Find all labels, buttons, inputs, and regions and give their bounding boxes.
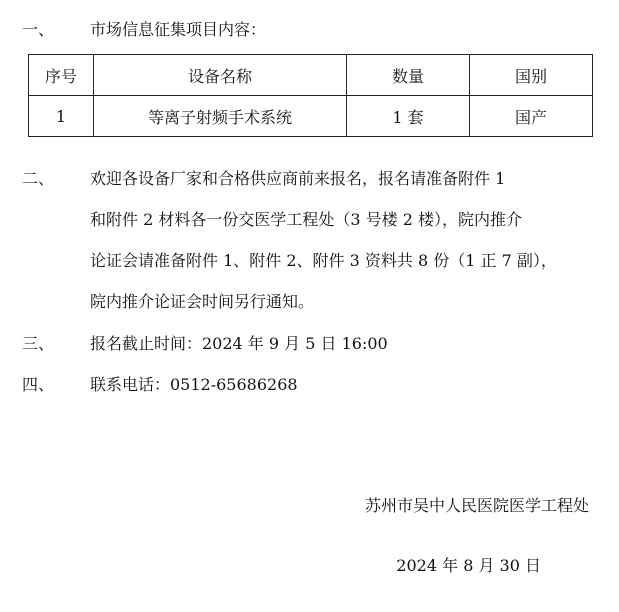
section-1-title: 市场信息征集项目内容： — [90, 20, 267, 39]
cell-equipment-name: 等离子射频手术系统 — [94, 96, 347, 137]
section-2-line-3: 论证会请准备附件 1、附件 2、附件 3 资料共 8 份（1 正 7 副）， — [90, 251, 557, 270]
cell-country: 国产 — [470, 96, 593, 137]
table-header-row — [29, 55, 593, 96]
section-1-number: 一、 — [22, 20, 55, 39]
header-serial-number: 序号 — [29, 55, 94, 96]
section-4-number: 四、 — [22, 375, 55, 394]
cell-serial-number: 1 — [29, 96, 94, 137]
section-3-number: 三、 — [22, 334, 55, 353]
equipment-table — [28, 54, 593, 137]
signature-date: 2024 年 8 月 30 日 — [396, 556, 541, 575]
header-country: 国别 — [470, 55, 593, 96]
section-2-number: 二、 — [22, 169, 55, 188]
cell-quantity: 1 套 — [347, 96, 470, 137]
section-2-line-1: 欢迎各设备厂家和合格供应商前来报名，报名请准备附件 1 — [90, 169, 506, 188]
registration-deadline: 报名截止时间：2024 年 9 月 5 日 16:00 — [90, 334, 388, 353]
contact-phone: 联系电话：0512-65686268 — [90, 375, 298, 394]
table-row — [29, 96, 593, 137]
section-2-line-2: 和附件 2 材料各一份交医学工程处（3 号楼 2 楼），院内推介 — [90, 210, 522, 229]
header-quantity: 数量 — [347, 55, 470, 96]
header-equipment-name: 设备名称 — [94, 55, 347, 96]
section-2-line-4: 院内推介论证会时间另行通知。 — [90, 292, 315, 311]
signature-organization: 苏州市吴中人民医院医学工程处 — [364, 496, 589, 515]
